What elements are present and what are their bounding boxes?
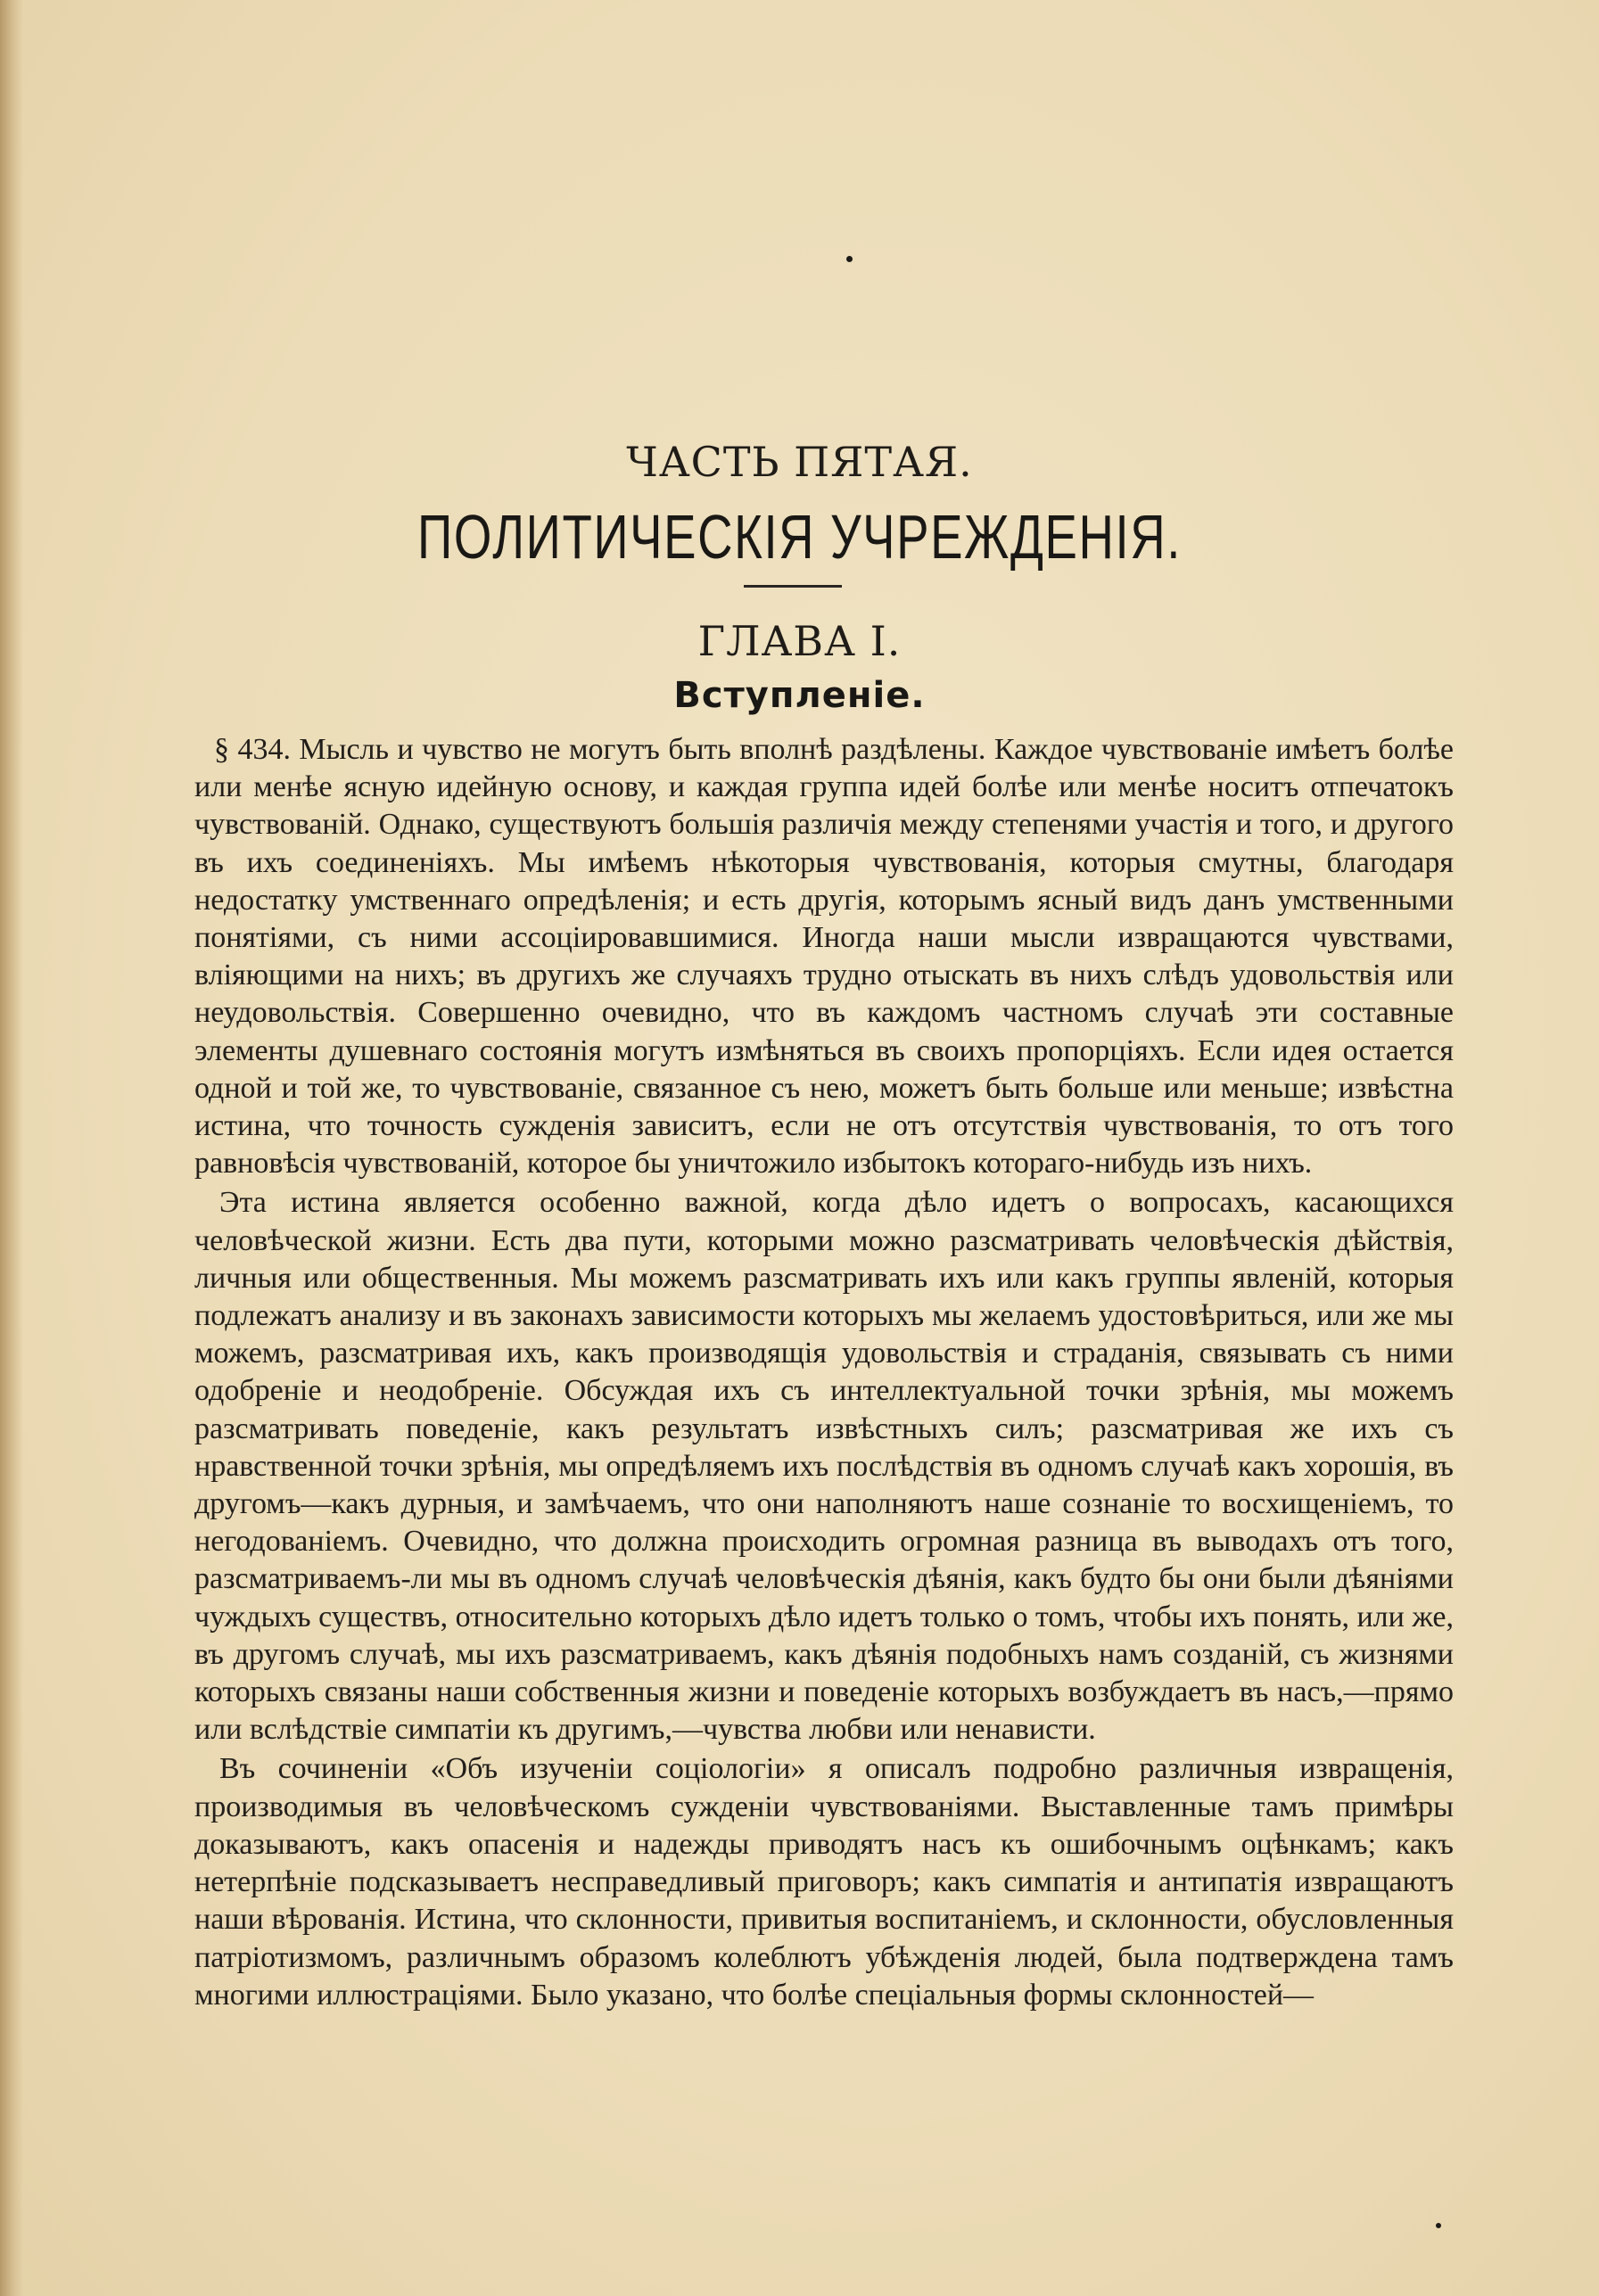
part-heading: ЧАСТЬ ПЯТАЯ. [626, 438, 973, 486]
paragraph-3: Въ сочиненіи «Объ изученіи соціологіи» я описалъ подробно различныя извращенія, производимыя въ человѣческомъ сужденіи чувствованіями. Выставленные тамъ примѣры доказываютъ, какъ опасенія и надежды приводятъ насъ къ ошибочнымъ оцѣнкамъ; какъ нетерпѣніе подсказываетъ несправедливый приговоръ; какъ симпатія и антипатія извращаютъ наши вѣрованія. Истина, что склонности, привитыя воспитаніемъ, и склонности, обусловленныя патріотизмомъ, различнымъ образомъ колеблютъ убѣжденія людей, была подтверждена тамъ многими иллюстраціями. Было указано, что болѣе спеціальныя формы склонностей— [194, 1752, 1454, 2012]
chapter-heading: ГЛАВА I. [697, 617, 902, 665]
page-binding-edge [0, 0, 23, 2296]
body-text [194, 731, 1454, 2014]
ink-speck-top [846, 256, 853, 262]
title-divider [744, 585, 842, 588]
chapter-subtitle: Вступленіе. [673, 675, 926, 716]
ink-speck-bottom [1436, 2223, 1441, 2228]
paragraph-434: § 434. Мысль и чувство не могутъ быть вполнѣ раздѣлены. Каждое чувствованіе имѣетъ болѣе или менѣе ясную идейную основу, и каждая группа идей болѣе или менѣе носитъ отпечатокъ чувствованій. Однако, существуютъ большія различія между степенями участія и того, и другого въ ихъ соединеніяхъ. Мы имѣемъ нѣкоторыя чувствованія, которыя смутны, благодаря недостатку умственнаго опредѣленія; и есть другія, которымъ ясный видъ данъ умственными понятіями, съ ними ассоціировавшимися. Иногда наши мысли извращаются чувствами, вліяющими на нихъ; въ другихъ же случаяхъ трудно отыскать въ нихъ слѣдъ удовольствія или неудовольствія. Совершенно очевидно, что въ каждомъ частномъ случаѣ эти составные элементы душевнаго состоянія могутъ измѣняться въ своихъ пропорціяхъ. Если идея остается одной и той же, то чувствованіе, связанное съ нею, можетъ быть больше или меньше; извѣстна истина, что точность сужденія зависитъ, если не отъ отсутствія чувствованія, то отъ того равновѣсія чувствованій, которое бы уничтожило избытокъ котораго-нибудь изъ нихъ. [194, 733, 1454, 1181]
page-title: ПОЛИТИЧЕСКІЯ УЧРЕЖДЕНІЯ. [417, 502, 1182, 572]
paragraph-2: Эта истина является особенно важной, когда дѣло идетъ о вопросахъ, касающихся человѣческой жизни. Есть два пути, которыми можно разсматривать человѣческія дѣйствія, личныя или общественныя. Мы можемъ разсматривать ихъ или какъ группы явленій, которыя подлежатъ анализу и въ законахъ зависимости которыхъ мы желаемъ удостовѣриться, или же мы можемъ, разсматривая ихъ, какъ производящія удовольствія и страданія, связывать съ ними одобреніе и неодобреніе. Обсуждая ихъ съ интеллектуальной точки зрѣнія, мы можемъ разсматривать поведеніе, какъ результатъ извѣстныхъ силъ; разсматривая же ихъ съ нравственной точки зрѣнія, мы опредѣляемъ ихъ послѣдствія въ одномъ случаѣ какъ хорошія, въ другомъ—какъ дурныя, и замѣчаемъ, что они наполняютъ наше сознаніе то восхищеніемъ, то негодованіемъ. Очевидно, что должна происходить огромная разница въ выводахъ отъ того, разсматриваемъ-ли мы въ одномъ случаѣ человѣческія дѣянія, какъ будто бы они были дѣяніями чуждыхъ существъ, относительно которыхъ дѣло идетъ только о томъ, чтобы ихъ понять, или же, въ другомъ случаѣ, мы ихъ разсматриваемъ, какъ дѣянія подобныхъ намъ созданій, съ жизнями которыхъ связаны наши собственныя жизни и поведеніе которыхъ возбуждаетъ въ насъ,—прямо или вслѣдствіе симпатіи къ другимъ,—чувства любви или ненависти. [194, 1186, 1454, 1747]
